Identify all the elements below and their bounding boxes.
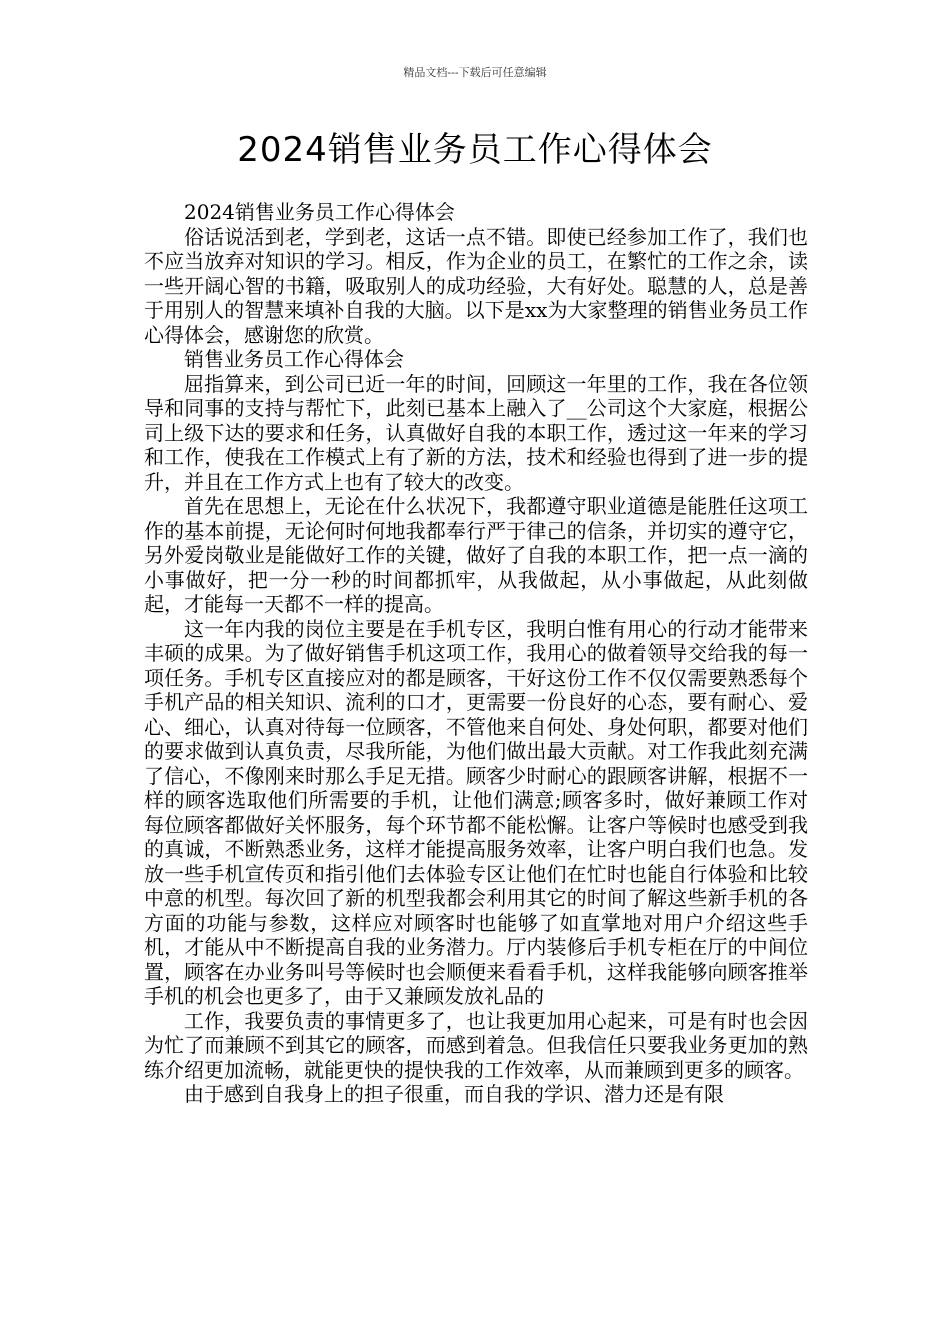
paragraph: 由于感到自我身上的担子很重，而自我的学识、潜力还是有限 — [184, 1082, 724, 1106]
paragraph-heading: 销售业务员工作心得体会 — [184, 347, 404, 371]
header-note: 精品文档---下载后可任意编辑 — [403, 66, 547, 79]
paragraph: 首先在思想上，无论在什么状况下，我都遵守职业道德是能胜任这项工作的基本前提，无论何时何地我都奉行严于律己的信条，并切实的遵守它，另外爱岗敬业是能做好工作的关键，做好了自我的本职工作，把一点一滴的小事做好，把一分一秒的时间都抓牢，从我做起，从小事做起，从此刻做起，才能每一天都不一样的提高。 — [144, 494, 808, 616]
paragraph: 工作，我要负责的事情更多了，也让我更加用心起来，可是有时也会因为忙了而兼顾不到其它的顾客，而感到着急。但我信任只要我业务更加的熟练介绍更加流畅，就能更快的提快我的工作效率，从而兼顾到更多的顾客。 — [144, 1008, 808, 1082]
paragraph: 屈指算来，到公司已近一年的时间，回顾这一年里的工作，我在各位领导和同事的支持与帮忙下，此刻已基本上融入了__公司这个大家庭，根据公司上级下达的要求和任务，认真做好自我的本职工作，透过这一年来的学习和工作，使我在工作模式上有了新的方法，技术和经验也得到了进一步的提升，并且在工作方式上也有了较大的改变。 — [144, 371, 808, 494]
paragraph-intro: 俗话说活到老，学到老，这话一点不错。即使已经参加工作了，我们也不应当放弃对知识的学习。相反，作为企业的员工，在繁忙的工作之余，读一些开阔心智的书籍，吸取别人的成功经验，大有好处。聪慧的人，总是善于用别人的智慧来填补自我的大脑。以下是xx为大家整理的销售业务员工作心得体会，感谢您的欣赏。 — [144, 224, 808, 347]
paragraph: 这一年内我的岗位主要是在手机专区，我明白惟有用心的行动才能带来丰硕的成果。为了做好销售手机这项工作，我用心的做着领导交给我的每一项任务。手机专区直接应对的都是顾客，干好这份工作不仅仅需要熟悉每个手机产品的相关知识、流利的口才，更需要一份良好的心态，要有耐心、爱心、细心，认真对待每一位顾客，不管他来自何处、身处何职，都要对他们的要求做到认真负责，尽我所能，为他们做出最大贡献。对工作我此刻充满了信心，不像刚来时那么手足无措。顾客少时耐心的跟顾客讲解，根据不一样的顾客选取他们所需要的手机，让他们满意;顾客多时，做好兼顾工作对每位顾客都做好关怀服务，每个环节都不能松懈。让客户等候时也感受到我的真诚，不断熟悉业务，这样才能提高服务效率，让客户明白我们也急。发放一些手机宣传页和指引他们去体验专区让他们在忙时也能自行体验和比较中意的机型。每次回了新的机型我都会利用其它的时间了解这些新手机的各方面的功能与参数，这样应对顾客时也能够了如直掌地对用户介绍这些手机，才能从中不断提高自我的业务潜力。厅内装修后手机专柜在厅的中间位置，顾客在办业务叫号等候时也会顺便来看看手机，这样我能够向顾客推举手机的机会也更多了，由于又兼顾发放礼品的 — [144, 616, 808, 1008]
document-title: 2024销售业务员工作心得体会 — [237, 130, 713, 170]
paragraph-subtitle: 2024销售业务员工作心得体会 — [184, 200, 455, 224]
document-body — [144, 200, 808, 1107]
